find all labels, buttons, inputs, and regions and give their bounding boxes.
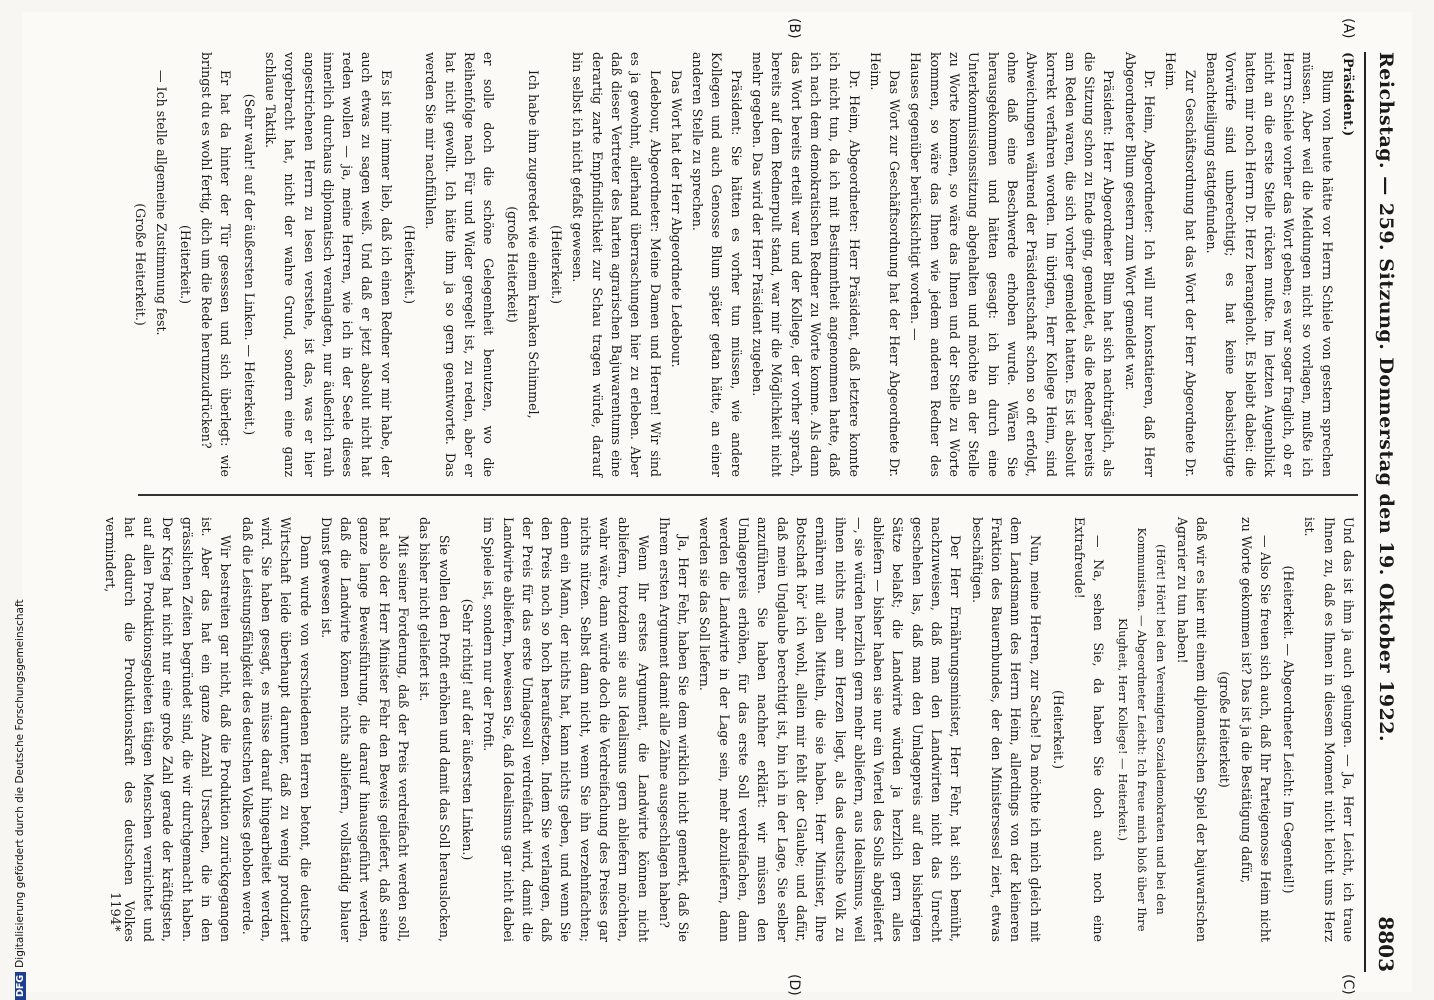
interjection: (Heiterkeit. — Abgeordneter Leicht: Im Gegenteil!) xyxy=(1281,565,1297,894)
left-text-column xyxy=(127,52,1358,477)
paragraph: Ich habe ihm zugeredet wie einem kranken Schimmel, xyxy=(525,70,541,419)
digitization-credit xyxy=(14,599,26,1000)
paragraph: Nun, meine Herren, zur Sache! Da möchte ich mich gleich mit dem Landsmann des Herrn Heim, allerdings von der kleineren Fraktion des Bauernbundes, der den Ministersessel ziert, etwas beschäftigen. xyxy=(969,517,1043,942)
paragraph: Präsident: Herr Abgeordneter Blum hat sich nachträglich, als die Sitzung schon zu Ende ging, gemeldet, als die Redner bereits am Reden waren, die sich vorher gemeldet hatten. Es ist absolut korrekt verfahren worden. Im übrigen, Herr Kollege Heim, sind Abweichungen während der Präsidentschaft schon so oft erfolgt, ohne daß eine Beschwerde erhoben wurde. Wären Sie herausgekommen und hätten gesagt: ich bin durch eine Unterkommissionssitzung abgehalten und möchte an der Stelle zu Worte kommen, so wäre das Ihnen und der Stelle zu Worte kommen, so wäre das Ihnen wie jedem anderen Redner des Hauses gegenüber berücksichtigt worden. — xyxy=(908,52,1117,477)
paragraph: Es ist mir immer lieb, daß ich einen Redner vor mir habe, der auch etwas zu sagen weiß. Und daß er jetzt absolut nicht hat reden wollen — ja, meine Herren, wie ich in der Seele dieses innerlich durchaus diplomatisch veranlagten, nur äußerlich rauh angestrichenen Herrn zu lesen verstehe, ist das, was er hier vorgebracht hat, nicht der wahre Grund, sondern eine ganz schlaue Taktik. xyxy=(262,52,394,477)
paragraph: daß wir es hier mit einem diplomatischen Spiel der bajuwarischen Agrarier zu tun haben! xyxy=(1174,517,1209,942)
paragraph: Ledebour, Abgeordneter: Meine Damen und Herren! Wir sind es ja gewohnt, allerhand überraschungen hier zu erleben. Aber daß dieser Vertreter des harten agrarischen Bajuwarentums eine derartig zarte Empfindlichkeit zur Schau tragen würde, darauf bin selbst ich nicht gefaßt gewesen. xyxy=(570,52,663,477)
paragraph: er solle doch die schöne Gelegenheit benutzen, wo die Reihenfolge nach Für und Wider geregelt ist, zu reden, aber er hat nicht gewollt. Ich hätte ihm ja so gern geantwortet. Das werden Sie mir nachfühlen. xyxy=(423,52,497,477)
interjection: (Hört! Hört! bei den Vereinigten Sozialdemokraten und bei den Kommunisten. — Abgeordneter Leicht: Ich freue mich bloß über Ihre Klugheit, Herr Kollege! — Heiterkeit.) xyxy=(1115,527,1169,932)
paragraph: Blum von heute hätte vor Herrn Schiele von gestern sprechen müssen. Aber weil die Meldungen nicht so vorlagen, mußte ich Herrn Schiele vorher das Wort geben; es war sogar fraglich, ob er nicht an die erste Stelle rücken mußte. Im letzten Augenblick hatten mir noch Herrn Dr. Herz herangeholt. Es bleibt dabei: die Vorwürfe sind unberechtigt; es hat keine beabsichtigte Benachteiligung stattgefunden. xyxy=(1203,52,1335,477)
right-text-column xyxy=(98,517,1358,942)
paragraph: Präsident: Sie hätten es vorher tun müssen, wie andere Kollegen und auch Genosse Blum später getan hätte, an einer anderen Stelle zu sprechen. xyxy=(690,52,744,477)
paragraph: Mit seiner Forderung, daß der Preis verdreifacht werden soll, hat also der Herr Minister Fehr den Beweis geliefert, daß seine ganze lange Beweisführung, die darauf hinausgeführt werden, daß die Landwirte können nichts abliefern, vollständig blauer Dunst gewesen ist. xyxy=(318,517,412,942)
margin-marker-b: (B) xyxy=(786,18,802,39)
paragraph: — Na, sehen Sie, da haben Sie doch auch noch eine Extrafreude! xyxy=(1072,517,1107,942)
interjection: (Heiterkeit.) xyxy=(1050,690,1066,769)
interjection: (Sehr richtig! auf der äußersten Linken.) xyxy=(459,598,475,861)
margin-marker-a: (A) xyxy=(1340,18,1356,39)
paragraph: Wir bestreiten gar nicht, daß die Produktion zurückgegangen ist. Aber das hat ein ganze Anzahl Ursachen, die in den grässlichen Zeiten begründet sind, die wir durchgemacht haben. Der Krieg hat nicht nur eine große Zahl gerade der kräftigsten, auf allen Produktionsgebieten tätigen Menschen vernichtet und hat dadurch die Produktionskraft des deutschen Volkes vermindert, xyxy=(102,517,234,942)
paragraph: Dann wurde von verschiedenen Herren betont, die deutsche Wirtschaft leide überhaupt darunter, daß zu wenig produziert wird. Sie haben gesagt, es müsse darauf hingearbeitet werden, daß die Leistungsfähigkeit des deutschen Volkes gehoben werde. xyxy=(239,517,313,942)
interjection: (Große Heiterkeit.) xyxy=(133,203,149,326)
paragraph: Das Wort zur Geschäftsordnung hat der Herr Abgeordnete Dr. Heim. xyxy=(867,52,903,477)
paragraph: Und das ist ihm ja auch gelungen. — Ja, Herr Leicht, ich traue Ihnen zu, daß es Ihnen in diesem Moment nicht leicht ums Herz ist. xyxy=(1302,517,1356,942)
margin-marker-d: (D) xyxy=(786,974,802,996)
margin-marker-c: (C) xyxy=(1340,974,1356,995)
paragraph: Zur Geschäftsordnung hat das Wort der Herr Abgeordnete Dr. Heim. xyxy=(1163,52,1198,477)
paragraph: Das Wort hat der Herr Abgeordnete Ledebour. xyxy=(668,70,684,368)
paragraph: Wenn Ihr erstes Argument, die Landwirte können nicht abliefern, trotzdem sie aus Idealismus gern abliefern möchten, wahr wäre, dann würde doch die Verdreifachung des Preises gar nichts nützen. Selbst dann nicht, wenn Sie ihn verzehnfachten; denn ein Mann, der nichts hat, kann nichts geben, und wenn Sie den Preis noch so hoch heraufsetzen. Indem Sie verlangen, daß der Preis für das erste Umlagesoll verdreifacht wird, damit die Landwirte abliefern, beweisen Sie, daß Idealismus gar nicht dabei im Spiele ist, sondern nur der Profit. xyxy=(481,517,651,942)
header-title: Reichstag. — 259. Sitzung. Donnerstag den 19. Oktober 1922. xyxy=(1375,52,1397,743)
paragraph: Dr. Heim, Abgeordneter: Herr Präsident, daß letztere konnte ich nicht tun, da ich mit Bestimmtheit angenommen hatte, daß ich nach dem demokratischen Redner zu Worte komme. Als dann das Wort bereits erteilt war und der Kollege, der vorher sprach, bereits auf dem Rednerpult stand, war mir die Möglichkeit nicht mehr gegeben. Das wird der Herr Präsident zugeben. xyxy=(750,52,862,477)
interjection: (große Heiterkeit) xyxy=(1217,671,1233,788)
header-page-number: 8803 xyxy=(1374,916,1398,972)
paragraph: Ja, Herr Fehr, haben Sie dem wirklich nicht gemerkt, daß Sie Ihrem ersten Argument damit alle Zähne ausgeschlagen haben? xyxy=(656,517,692,942)
interjection: (Heiterkeit.) xyxy=(402,225,418,304)
interjection: (große Heiterkeit) xyxy=(504,206,520,323)
paragraph: (Präsident.) xyxy=(1341,52,1356,137)
scanned-document-page xyxy=(22,12,1412,996)
paragraph: Der Herr Ernährungsminister, Herr Fehr, hat sich bemüht, nachzuweisen, daß man den Landwirten nicht das Unrecht geschehen las, daß man den Umlagepreis auf den bisherigen Sätze belaßt; die Landwirte würden ja herzlich gern alles abliefern — bisher haben sie nur ein Viertel des Solls abgeliefert —, sie würden herzlich gern mehr abliefern, aus Idealismus, weil ihnen nichts mehr am Herzen liegt, als das deutsche Volk zu ernähren mit allen Mitteln, die sie haben. Herr Minister, Ihre Botschaft hör' ich wohl, allein mir fehlt der Glaube; und dafür, daß mein Unglaube berechtigt ist, bin ich in der Lage, Sie selber anzuführen. Sie haben nachher erklärt: wir müssen den Umlagepreis erhöhen, für das erste Soll verdreifachen, dann werden die Landwirte in der Lage sein, mehr abzuliefern, dann werden sie das Soll liefern. xyxy=(697,517,964,942)
paragraph: — Also Sie freuen sich auch, daß Ihr Parteigenosse Heim nicht zu Worte gekommen ist? Das ist ja die Bestätigung dafür, xyxy=(1238,517,1273,942)
paragraph: — Ich stelle allgemeine Zustimmung fest. xyxy=(154,70,170,336)
interjection: (Heiterkeit.) xyxy=(177,225,193,304)
paragraph: Sie wollen den Profit erhöhen und damit das Soll herauslocken, das bisher nicht geliefert ist. xyxy=(417,517,452,942)
column-divider xyxy=(138,494,1358,496)
interjection: (Sehr wahr! auf der äußersten Linken. — Heiterkeit.) xyxy=(241,93,257,436)
interjection: (Heiterkeit.) xyxy=(549,225,565,304)
paragraph: Dr. Heim, Abgeordneter: Ich will nur konstatieren, daß Herr Abgeordneter Blum gestern zum Wort gemeldet war. xyxy=(1122,52,1158,477)
credit-text: Digitalisierung gefördert durch die Deutsche Forschungsgemeinschaft xyxy=(14,599,26,968)
paragraph: Er hat da hinter der Tür gesessen und sich überlegt: wie bringst du es wohl fertig, dich um die Rede herumzudrücken? xyxy=(199,52,234,477)
footer-page-number: 1194* xyxy=(107,892,122,932)
page-header xyxy=(1364,52,1406,972)
dfg-logo-badge: DFG xyxy=(15,972,26,1000)
